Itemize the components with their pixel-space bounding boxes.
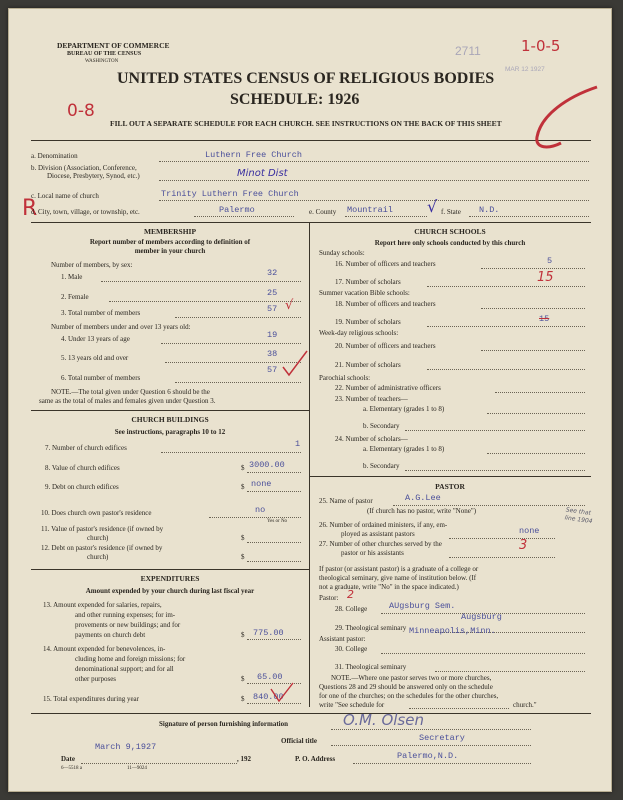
q4-line bbox=[161, 343, 301, 344]
q25-note: (If church has no pastor, write "None") bbox=[367, 507, 477, 515]
q6-value: 57 bbox=[267, 365, 278, 375]
city-label: d. City, town, village, or township, etc. bbox=[31, 208, 140, 216]
q14-value: 65.00 bbox=[257, 672, 283, 682]
q3-label: 3. Total number of members bbox=[61, 309, 141, 317]
q29-label: 29. Theological seminary bbox=[335, 624, 407, 632]
division-line bbox=[159, 180, 589, 181]
q31-line bbox=[435, 671, 585, 672]
q11-label: 11. Value of pastor's residence (if owned by bbox=[41, 525, 164, 533]
pastor-note-line bbox=[409, 708, 509, 709]
q21-line bbox=[427, 369, 585, 370]
pastor-note-2: Questions 28 and 29 should be answered only on the schedule bbox=[319, 683, 493, 691]
q8-dollar: $ bbox=[241, 464, 245, 472]
q29-value: Augsburg bbox=[461, 612, 502, 622]
column-divider bbox=[309, 222, 310, 707]
q15-red-check bbox=[267, 679, 297, 709]
official-title-value: Secretary bbox=[419, 733, 465, 743]
state-value: N.D. bbox=[479, 205, 500, 215]
q19-line bbox=[427, 326, 585, 327]
q14-label-3: denominational support; and for all bbox=[75, 665, 174, 673]
q6-label: 6. Total number of members bbox=[61, 374, 141, 382]
q13-label-2: and other running expenses; for im- bbox=[75, 611, 176, 619]
q14-dollar: $ bbox=[241, 675, 245, 683]
q24-label: 24. Number of scholars— bbox=[335, 435, 408, 443]
received-stamp-date: MAR 12 1927 bbox=[505, 66, 545, 73]
q6-line bbox=[175, 382, 301, 383]
signature-line bbox=[331, 729, 531, 730]
q13-dollar: $ bbox=[241, 631, 245, 639]
weekday-heading: Week-day religious schools: bbox=[319, 329, 399, 337]
official-title-label: Official title bbox=[281, 737, 317, 745]
buildings-intro: See instructions, paragraphs 10 to 12 bbox=[114, 428, 226, 436]
local-name-line bbox=[159, 200, 589, 201]
q31-label: 31. Theological seminary bbox=[335, 663, 407, 671]
q22-line bbox=[495, 392, 585, 393]
q24a-label: a. Elementary (grades 1 to 8) bbox=[363, 445, 445, 453]
q23b-line bbox=[405, 430, 585, 431]
q1-value: 32 bbox=[267, 268, 278, 278]
parochial-heading: Parochial schools: bbox=[319, 374, 371, 382]
top-right-mark: 1-0-5 bbox=[521, 37, 561, 55]
q24b-label: b. Secondary bbox=[363, 462, 400, 470]
q20-label: 20. Number of officers and teachers bbox=[335, 342, 436, 350]
pastor-title: PASTOR bbox=[435, 482, 465, 491]
q9-label: 9. Debt on church edifices bbox=[45, 483, 119, 491]
q4-value: 19 bbox=[267, 330, 278, 340]
yes-no-hint: Yes or No bbox=[267, 519, 288, 524]
q20-line bbox=[481, 350, 585, 351]
q25-line bbox=[393, 505, 585, 506]
q28-label: 28. College bbox=[335, 605, 368, 613]
date-line bbox=[81, 763, 237, 764]
q19-label: 19. Number of scholars bbox=[335, 318, 401, 326]
county-check: √ bbox=[427, 197, 438, 216]
denomination-value: Luthern Free Church bbox=[205, 150, 302, 160]
division-label: b. Division (Association, Conference, bbox=[31, 164, 137, 172]
q9-value: none bbox=[251, 479, 272, 489]
local-name-label: c. Local name of church bbox=[31, 192, 99, 200]
bureau-name: BUREAU OF THE CENSUS bbox=[67, 51, 142, 57]
date-label: Date bbox=[61, 755, 75, 763]
q17-value: 15 bbox=[537, 270, 554, 285]
footer-rule bbox=[31, 713, 591, 714]
q27-label: 27. Number of other churches served by the bbox=[319, 540, 442, 548]
summer-heading: Summer vacation Bible schools: bbox=[319, 289, 410, 297]
q12-line bbox=[247, 561, 301, 562]
po-address-line bbox=[353, 763, 531, 764]
q10-label: 10. Does church own pastor's residence bbox=[41, 509, 152, 517]
dept-name: DEPARTMENT OF COMMERCE bbox=[57, 41, 170, 50]
print-number: 11—9024 bbox=[127, 766, 147, 771]
q10-value: no bbox=[255, 505, 266, 515]
q21-label: 21. Number of scholars bbox=[335, 361, 401, 369]
q14-label-4: other purposes bbox=[75, 675, 117, 683]
q12-label-2: church) bbox=[87, 553, 109, 561]
membership-bottom-rule bbox=[31, 410, 309, 411]
red-curve-mark bbox=[497, 75, 607, 155]
q3-line bbox=[175, 317, 301, 318]
graduate-note-1: If pastor (or assistant pastor) is a graduate of a college or bbox=[319, 565, 479, 573]
q23a-line bbox=[487, 413, 585, 414]
q30-label: 30. College bbox=[335, 645, 368, 653]
county-label: e. County bbox=[309, 208, 337, 216]
city-value: Palermo bbox=[219, 205, 255, 215]
pastor-red-mark: 2 bbox=[347, 588, 354, 601]
membership-note-2: same as the total of males and females given under Question 3. bbox=[39, 397, 216, 405]
q13-label-3: provements or new buildings; and for bbox=[75, 621, 181, 629]
q1-line bbox=[101, 281, 301, 282]
graduate-note-2: theological seminary, give name of institution below. (If bbox=[319, 574, 477, 582]
state-label: f. State bbox=[441, 208, 461, 216]
q28-value: AUgsburg Sem. bbox=[389, 601, 456, 611]
q8-line bbox=[247, 472, 301, 473]
form-number: 6—5518 a bbox=[61, 766, 82, 771]
q25-label: 25. Name of pastor bbox=[319, 497, 373, 505]
q26-value: none bbox=[519, 526, 540, 536]
city-line bbox=[194, 216, 294, 217]
q5-value: 38 bbox=[267, 349, 278, 359]
red-left-mark: 0-8 bbox=[67, 101, 95, 121]
q3-value: 57 bbox=[267, 304, 278, 314]
division-value: Minot Dist bbox=[237, 168, 288, 179]
q26-label-2: ployed as assistant pastors bbox=[341, 530, 415, 538]
sunday-heading: Sunday schools: bbox=[319, 249, 365, 257]
q5-label: 5. 13 years old and over bbox=[61, 354, 129, 362]
county-value: Mountrail bbox=[347, 205, 393, 215]
q2-value: 25 bbox=[267, 288, 278, 298]
q18-label: 18. Number of officers and teachers bbox=[335, 300, 436, 308]
sections-top-rule bbox=[31, 222, 591, 223]
q25-value: A.G.Lee bbox=[405, 493, 441, 503]
q13-label: 13. Amount expended for salaries, repairs, bbox=[43, 601, 162, 609]
q26-label: 26. Number of ordained ministers, if any, em- bbox=[319, 521, 448, 529]
graduate-note-3: not a graduate, write "No" in the space indicated.) bbox=[319, 583, 459, 591]
signature-label: Signature of person furnishing information bbox=[159, 720, 288, 728]
q11-line bbox=[247, 542, 301, 543]
assistant-value: Minneapolis,Minn. bbox=[409, 626, 496, 636]
expenditures-title: EXPENDITURES bbox=[140, 574, 200, 583]
q9-dollar: $ bbox=[241, 483, 245, 491]
q12-label: 12. Debt on pastor's residence (if owned by bbox=[41, 544, 163, 552]
buildings-title: CHURCH BUILDINGS bbox=[131, 415, 209, 424]
q13-line bbox=[247, 639, 301, 640]
q13-value: 775.00 bbox=[253, 628, 284, 638]
date-value: March 9,1927 bbox=[95, 742, 157, 752]
q2-line bbox=[109, 301, 301, 302]
q23-label: 23. Number of teachers— bbox=[335, 395, 408, 403]
q17-label: 17. Number of scholars bbox=[335, 278, 401, 286]
signature-value: O.M. Olsen bbox=[343, 711, 424, 729]
q16-value: 5 bbox=[547, 256, 553, 266]
assistant-heading: Assistant pastor: bbox=[319, 635, 366, 643]
q10-line bbox=[209, 517, 301, 518]
official-title-line bbox=[331, 745, 531, 746]
denomination-label: a. Denomination bbox=[31, 152, 78, 160]
q22-label: 22. Number of administrative officers bbox=[335, 384, 441, 392]
q8-value: 3000.00 bbox=[249, 460, 285, 470]
q13-label-4: payments on church debt bbox=[75, 631, 146, 639]
county-line bbox=[345, 216, 427, 217]
denomination-line bbox=[159, 161, 589, 162]
pastor-heading: Pastor: bbox=[319, 594, 339, 602]
age-heading: Number of members under and over 13 years old: bbox=[51, 323, 191, 331]
pastor-note-3: for one of the churches; on the schedules for the other churches, bbox=[319, 692, 499, 700]
received-stamp-number: 2711 bbox=[455, 44, 481, 58]
form-instruction: FILL OUT A SEPARATE SCHEDULE FOR EACH CHURCH. SEE INSTRUCTIONS ON THE BACK OF THIS SHEET bbox=[110, 119, 502, 128]
q11-label-2: church) bbox=[87, 534, 109, 542]
q2-label: 2. Female bbox=[61, 293, 89, 301]
q7-line bbox=[161, 452, 301, 453]
pastor-note-1: NOTE.—Where one pastor serves two or more churches, bbox=[331, 674, 492, 682]
q1-label: 1. Male bbox=[61, 273, 83, 281]
q15-dollar: $ bbox=[241, 695, 245, 703]
state-line bbox=[469, 216, 589, 217]
po-address-label: P. O. Address bbox=[295, 755, 336, 763]
q15-value: 840.00 bbox=[253, 692, 284, 702]
buildings-bottom-rule bbox=[31, 569, 309, 570]
r-mark: R bbox=[22, 196, 38, 221]
q30-line bbox=[381, 653, 585, 654]
q12-dollar: $ bbox=[241, 553, 245, 561]
local-name-value: Trinity Luthern Free Church bbox=[161, 189, 299, 199]
membership-title: MEMBERSHIP bbox=[143, 227, 197, 236]
membership-note-1: NOTE.—The total given under Question 6 should be the bbox=[51, 388, 210, 396]
census-schedule-page bbox=[8, 8, 612, 792]
q7-value: 1 bbox=[295, 439, 301, 449]
q18-line bbox=[481, 308, 585, 309]
q3-check: √ bbox=[285, 298, 294, 313]
date-year: , 192 bbox=[237, 755, 251, 763]
q14-label-2: cluding home and foreign missions; for bbox=[75, 655, 186, 663]
membership-intro-1: Report number of members according to definition of bbox=[89, 238, 251, 246]
q11-dollar: $ bbox=[241, 534, 245, 542]
membership-intro-2: member in your church bbox=[134, 247, 206, 255]
q14-label: 14. Amount expended for benevolences, in- bbox=[43, 645, 166, 653]
expenditures-intro: Amount expended by your church during last fiscal year bbox=[85, 587, 255, 595]
q27-line bbox=[449, 557, 555, 558]
form-subtitle: SCHEDULE: 1926 bbox=[230, 91, 360, 108]
pastor-note-5: church." bbox=[513, 701, 537, 709]
q19-value: 15 bbox=[539, 314, 550, 324]
q4-label: 4. Under 13 years of age bbox=[61, 335, 130, 343]
form-title: UNITED STATES CENSUS OF RELIGIOUS BODIES bbox=[117, 70, 495, 87]
bureau-city: WASHINGTON bbox=[85, 59, 119, 64]
margin-note: See that line 1904 bbox=[564, 506, 593, 525]
q8-label: 8. Value of church edifices bbox=[45, 464, 120, 472]
q27-value: 3 bbox=[519, 538, 528, 553]
po-address-value: Palermo,N.D. bbox=[397, 751, 459, 761]
q9-line bbox=[247, 491, 301, 492]
schools-title: CHURCH SCHOOLS bbox=[414, 227, 486, 236]
q6-red-tick bbox=[281, 349, 311, 379]
q17-line bbox=[427, 286, 585, 287]
q23a-label: a. Elementary (grades 1 to 8) bbox=[363, 405, 445, 413]
division-label-2: Diocese, Presbytery, Synod, etc.) bbox=[47, 172, 140, 180]
q7-label: 7. Number of church edifices bbox=[45, 444, 127, 452]
q16-label: 16. Number of officers and teachers bbox=[335, 260, 436, 268]
schools-intro: Report here only schools conducted by this church bbox=[374, 239, 526, 247]
q27-label-2: pastor or his assistants bbox=[341, 549, 404, 557]
q24b-line bbox=[405, 470, 585, 471]
q24a-line bbox=[487, 453, 585, 454]
q26-line bbox=[449, 538, 555, 539]
q23b-label: b. Secondary bbox=[363, 422, 400, 430]
pastor-note-4: write "See schedule for bbox=[319, 701, 385, 709]
q15-label: 15. Total expenditures during year bbox=[43, 695, 139, 703]
q16-line bbox=[481, 268, 585, 269]
by-sex-heading: Number of members, by sex: bbox=[51, 261, 133, 269]
schools-bottom-rule bbox=[309, 476, 591, 477]
